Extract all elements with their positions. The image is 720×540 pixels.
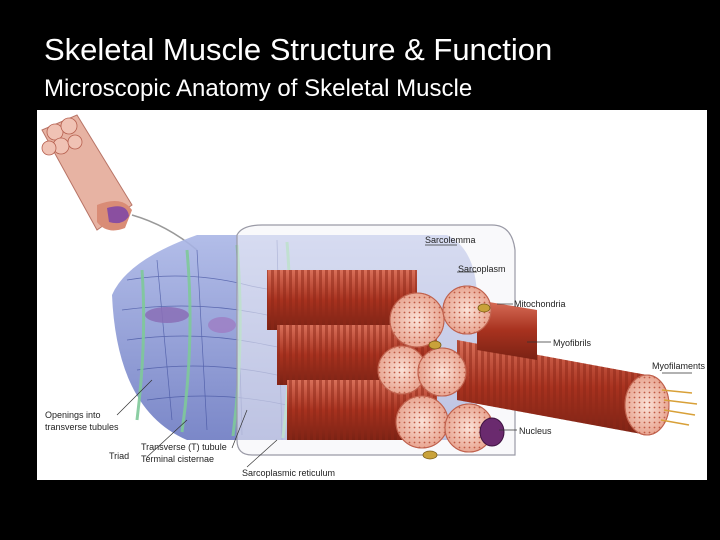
slide-title: Skeletal Muscle Structure & Function xyxy=(44,32,553,67)
label-myofibrils: Myofibrils xyxy=(553,338,592,348)
label-sarcolemma: Sarcolemma xyxy=(425,235,476,245)
label-openings-line2: transverse tubules xyxy=(45,422,119,432)
label-transverse-tubule: Transverse (T) tubule xyxy=(141,442,227,452)
label-sarcoplasmic-reticulum: Sarcoplasmic reticulum xyxy=(242,468,336,478)
label-nucleus: Nucleus xyxy=(519,426,552,436)
slide-subtitle: Microscopic Anatomy of Skeletal Muscle xyxy=(44,75,473,102)
label-terminal-cisternae: Terminal cisternae xyxy=(141,454,215,464)
label-triad: Triad xyxy=(109,451,130,461)
label-openings-line1: Openings into xyxy=(45,410,101,420)
label-myofilaments: Myofilaments xyxy=(652,361,706,371)
label-sarcoplasm: Sarcoplasm xyxy=(458,264,506,274)
muscle-fiber-illustration xyxy=(37,110,707,480)
label-mitochondria: Mitochondria xyxy=(514,299,566,309)
